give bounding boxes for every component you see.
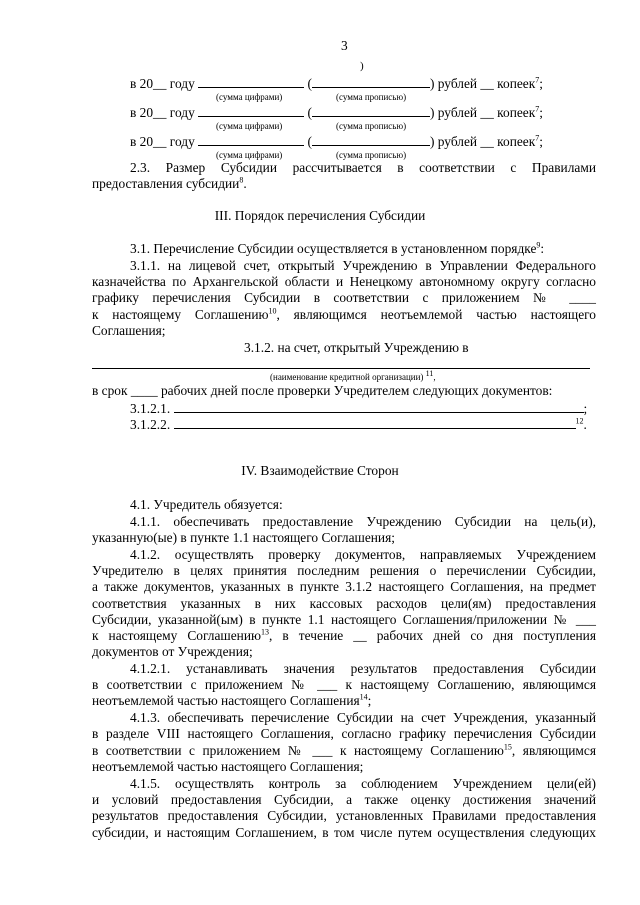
stray-parenthesis: ) bbox=[360, 60, 364, 72]
amount-year: в 20__ году bbox=[130, 134, 195, 149]
amount-words-caption: (сумма прописью) bbox=[336, 121, 407, 131]
footnote-ref: 9 bbox=[536, 240, 541, 250]
paragraph-4-1-2-line: к настоящему Соглашению$^{13}$, в течение __ рабочих дней со дня поступления bbox=[92, 627, 597, 643]
paragraph-3-1-1-line: Соглашения; bbox=[92, 323, 166, 338]
amount-words-blank bbox=[312, 75, 430, 88]
amount-currency: ) рублей __ копеек bbox=[429, 76, 536, 91]
paragraph-4-1-2-1-line: 4.1.2.1. устанавливать значения результатов предоставления Субсидии bbox=[130, 661, 596, 676]
footnote-ref: 7 bbox=[535, 75, 540, 85]
paragraph-4-1-1-line: указанную(ые) в пункте 1.1 настоящего Соглашения; bbox=[92, 530, 395, 545]
footnote-ref: 10 bbox=[268, 306, 277, 316]
footnote-ref: 7 bbox=[535, 104, 540, 114]
footnote-ref: 7 bbox=[535, 133, 540, 143]
footnote-ref: 15 bbox=[503, 742, 512, 752]
amount-open-paren: ( bbox=[307, 105, 312, 120]
paragraph-4-1-2-line: соответствия указанных в них кассовых расходов цели(ям) предоставления bbox=[92, 596, 596, 611]
amount-open-paren: ( bbox=[307, 76, 312, 91]
bank-name-blank bbox=[92, 368, 590, 369]
paragraph-4-1: 4.1. Учредитель обязуется: bbox=[130, 497, 283, 512]
paragraph-4-1-5-line: 4.1.5. осуществлять контроль за соблюдением Учреждением цели(ей) bbox=[130, 776, 596, 791]
paragraph-4-1-3-line: неотъемлемой частью настоящего Соглашения; bbox=[92, 759, 364, 774]
amount-words-caption: (сумма прописью) bbox=[336, 92, 407, 102]
footnote-ref: 13 bbox=[261, 627, 270, 637]
amount-words-blank bbox=[312, 133, 430, 146]
footnote-ref: 11 bbox=[425, 369, 434, 378]
footnote-ref: 14 bbox=[359, 692, 368, 702]
paragraph-3-1-2: 3.1.2. на счет, открытый Учреждению в bbox=[244, 340, 469, 355]
amount-digits-blank bbox=[198, 133, 304, 146]
footnote-ref: 12 bbox=[575, 416, 584, 426]
amount-currency: ) рублей __ копеек bbox=[429, 134, 536, 149]
amount-year: в 20__ году bbox=[130, 105, 195, 120]
document-item-3-1-2-2: 3.1.2.2. $^{12}$. bbox=[130, 416, 587, 432]
paragraph-4-1-3-line: 4.1.3. обеспечивать перечисление Субсидии на счет Учреждения, указанный bbox=[130, 710, 596, 725]
section-heading: IV. Взаимодействие Сторон bbox=[241, 463, 399, 478]
page-number: 3 bbox=[341, 38, 348, 53]
paragraph-3-1-1-line: графику перечисления Субсидии в соответствии с приложением № ____ bbox=[92, 290, 596, 305]
amount-words-blank bbox=[312, 104, 430, 117]
paragraph-4-1-2-line: документов от Учреждения; bbox=[92, 644, 253, 659]
paragraph-3-1-1-line: к настоящему Соглашению$^{10}$, являющимся неотъемлемой частью настоящего bbox=[92, 306, 597, 322]
paragraph-2-3-line: предоставления субсидии$^8$. bbox=[92, 175, 247, 191]
paragraph-4-1-2-line: Субсидии, указанной(ым) в пункте 1.1 настоящего Соглашения/приложении № ___ bbox=[92, 612, 596, 627]
section-heading: III. Порядок перечисления Субсидии bbox=[214, 208, 426, 223]
amount-digits-caption: (сумма цифрами) bbox=[216, 150, 283, 160]
paragraph-4-1-2-line: 4.1.2. осуществлять проверку документов, направляемых Учреждением bbox=[130, 547, 596, 562]
paragraph-4-1-1-line: 4.1.1. обеспечивать предоставление Учреждению Субсидии на цель(и), bbox=[130, 514, 596, 529]
amount-currency: ) рублей __ копеек bbox=[429, 105, 536, 120]
paragraph-4-1-5-line: и условий предоставления Субсидии, а также оценку достижения значений bbox=[92, 792, 596, 807]
paragraph-4-1-2-line: а также документов, указанных в пункте 3.1.2 настоящего Соглашения, на предмет bbox=[92, 579, 596, 594]
paragraph-4-1-5-line: субсидии, и настоящим Соглашением, в том числе путем осуществления следующих bbox=[92, 825, 596, 840]
bank-name-caption: (наименование кредитной организации) 11, bbox=[270, 369, 436, 382]
document-blank bbox=[174, 416, 576, 429]
amount-digits-caption: (сумма цифрами) bbox=[216, 92, 283, 102]
paragraph-4-1-2-line: Учредителю в целях принятия последним решения о перечислении Субсидии, bbox=[92, 563, 596, 578]
paragraph-4-1-5-line: результатов предоставления Субсидии, установленных Правилами предоставления bbox=[92, 808, 596, 823]
paragraph-3-1: 3.1. Перечисление Субсидии осуществляется в установленном порядке$^9$: bbox=[130, 240, 545, 256]
amount-row: в 20__ году ( ) рублей __ копеек$^7$; bbox=[130, 133, 543, 149]
amount-digits-caption: (сумма цифрами) bbox=[216, 121, 283, 131]
amount-open-paren: ( bbox=[307, 134, 312, 149]
document-blank bbox=[174, 400, 584, 413]
paragraph-3-1-1-line: 3.1.1. на лицевой счет, открытый Учреждению в Управлении Федерального bbox=[130, 258, 596, 273]
paragraph-2-3-line: 2.3. Размер Субсидии рассчитывается в соответствии с Правилами bbox=[130, 160, 596, 175]
amount-digits-blank bbox=[198, 75, 304, 88]
paragraph-4-1-2-1-line: неотъемлемой частью настоящего Соглашения$^{14}$; bbox=[92, 692, 372, 708]
amount-row: в 20__ году ( ) рублей __ копеек$^7$; bbox=[130, 104, 543, 120]
deadline-line: в срок ____ рабочих дней после проверки Учредителем следующих документов: bbox=[92, 383, 553, 398]
paragraph-3-1-1-line: казначейства по Архангельской области и Ненецкому автономному округу согласно bbox=[92, 274, 596, 289]
amount-words-caption: (сумма прописью) bbox=[336, 150, 407, 160]
amount-row: в 20__ году ( ) рублей __ копеек$^7$; bbox=[130, 75, 543, 91]
paragraph-4-1-2-1-line: в соответствии с приложением № ___ к настоящему Соглашению, являющимся bbox=[92, 677, 596, 692]
document-item-3-1-2-1: 3.1.2.1. ; bbox=[130, 401, 588, 416]
paragraph-4-1-3-line: в соответствии с приложением № ___ к настоящему Соглашению$^{15}$, являющимся bbox=[92, 742, 596, 758]
footnote-ref: 8 bbox=[239, 175, 244, 185]
paragraph-4-1-3-line: в разделе VIII настоящего Соглашения, согласно графику перечисления Субсидии bbox=[92, 726, 596, 741]
amount-year: в 20__ году bbox=[130, 76, 195, 91]
amount-digits-blank bbox=[198, 104, 304, 117]
